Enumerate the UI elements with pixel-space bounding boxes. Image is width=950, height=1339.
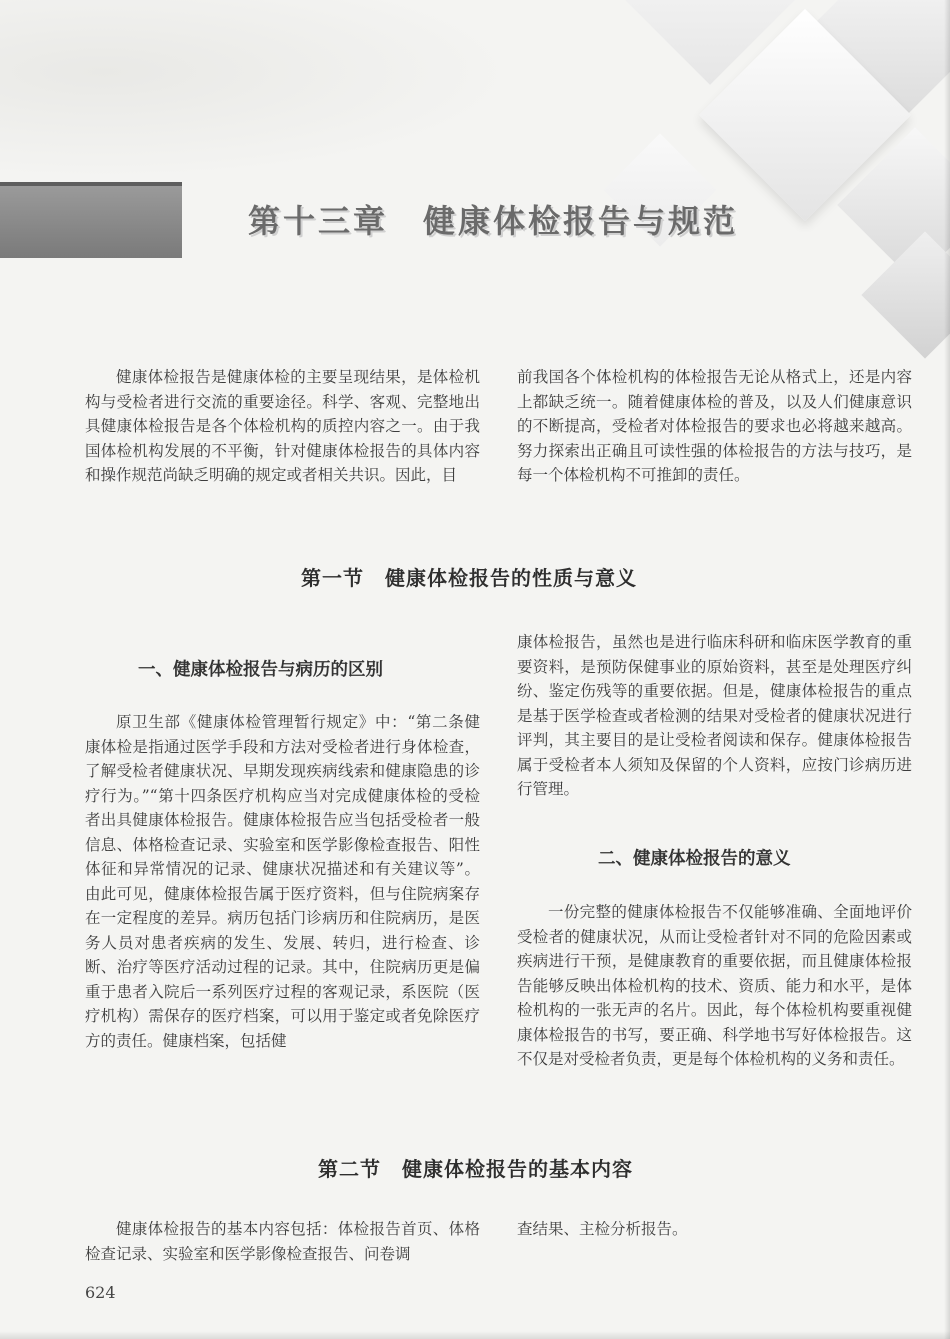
subsection-2-title: 二、健康体检报告的意义 xyxy=(598,849,791,869)
subsection-1-paragraph: 原卫生部《健康体检管理暂行规定》中：“第二条健康体检是指通过医学手段和方法对受检者进行身体检查，了解受检者健康状况、早期发现疾病线索和健康隐患的诊疗行为。”“第十四条医疗机构应当对完成健康体检的受检者出具健康体检报告。健康体检报告应当包括受检者一般信息、体格检查记录、实验室和医学影像检查报告、阳性体征和异常情况的记录、健康状况描述和有关建议等”。由此可见，健康体检报告属于医疗资料，但与住院病案存在一定程度的差异。病历包括门诊病历和住院病历，是医务人员对患者疾病的发生、发展、转归，进行检查、诊断、治疗等医疗活动过程的记录。其中，住院病历更是偏重于患者入院后一系列医疗过程的客观记录，系医院（医疗机构）需保存的医疗档案，可以用于鉴定或者免除医疗方的责任。健康档案，包括健 xyxy=(85,713,480,1050)
intro-paragraph-continued: 前我国各个体检机构的体检报告无论从格式上，还是内容上都缺乏统一。随着健康体检的普及，以及人们健康意识的不断提高，受检者对体检报告的要求也必将越来越高。努力探索出正确且可读性强的体检报告的方法与技巧，是每一个体检机构不可推卸的责任。 xyxy=(517,368,912,484)
section-2-right-column xyxy=(517,1217,912,1242)
section-2-left-column xyxy=(85,1217,480,1266)
subsection-2-column xyxy=(517,900,912,1072)
header-fade-decoration xyxy=(0,0,520,180)
page-number: 624 xyxy=(85,1283,116,1302)
section-2-paragraph-continued: 查结果、主检分析报告。 xyxy=(517,1220,688,1238)
section-2-title: 第二节 健康体检报告的基本内容 xyxy=(318,1157,633,1181)
intro-paragraph: 健康体检报告是健康体检的主要呈现结果，是体检机构与受检者进行交流的重要途径。科学、客观、完整地出具健康体检报告是各个体检机构的质控内容之一。由于我国体检机构发展的不平衡，针对健康体检报告的具体内容和操作规范尚缺乏明确的规定或者相关共识。因此，目 xyxy=(85,368,480,484)
diamond-decoration xyxy=(861,231,950,358)
intro-right-column xyxy=(517,365,912,488)
intro-left-column xyxy=(85,365,480,488)
section-2-paragraph: 健康体检报告的基本内容包括：体检报告首页、体格检查记录、实验室和医学影像检查报告、问卷调 xyxy=(85,1220,480,1263)
page-edge-shadow xyxy=(944,0,950,1339)
chapter-band-edge xyxy=(0,182,182,186)
chapter-band-decoration xyxy=(0,182,182,258)
section-1-title: 第一节 健康体检报告的性质与意义 xyxy=(301,566,637,590)
chapter-title: 第十三章 健康体检报告与规范 xyxy=(248,202,739,240)
subsection-1-title: 一、健康体检报告与病历的区别 xyxy=(138,660,383,680)
section-1-right-column xyxy=(517,630,912,802)
page-bottom-shadow xyxy=(0,1331,950,1339)
subsection-2-paragraph: 一份完整的健康体检报告不仅能够准确、全面地评价受检者的健康状况，从而让受检者针对不同的危险因素或疾病进行干预，是健康教育的重要依据，而且健康体检报告能够反映出体检机构的技术、资质、能力和水平，是体检机构的一张无声的名片。因此，每个体检机构要重视健康体检报告的书写，要正确、科学地书写好体检报告。这不仅是对受检者负责，更是每个体检机构的义务和责任。 xyxy=(517,903,912,1068)
section-1-left-column xyxy=(85,710,480,1053)
subsection-1-paragraph-continued: 康体检报告，虽然也是进行临床科研和临床医学教育的重要资料，是预防保健事业的原始资料，甚至是处理医疗纠纷、鉴定伤残等的重要依据。但是，健康体检报告的重点是基于医学检查或者检测的结果对受检者的健康状况进行评判，其主要目的是让受检者阅读和保存。健康体检报告属于受检者本人须知及保留的个人资料，应按门诊病历进行管理。 xyxy=(517,633,912,798)
